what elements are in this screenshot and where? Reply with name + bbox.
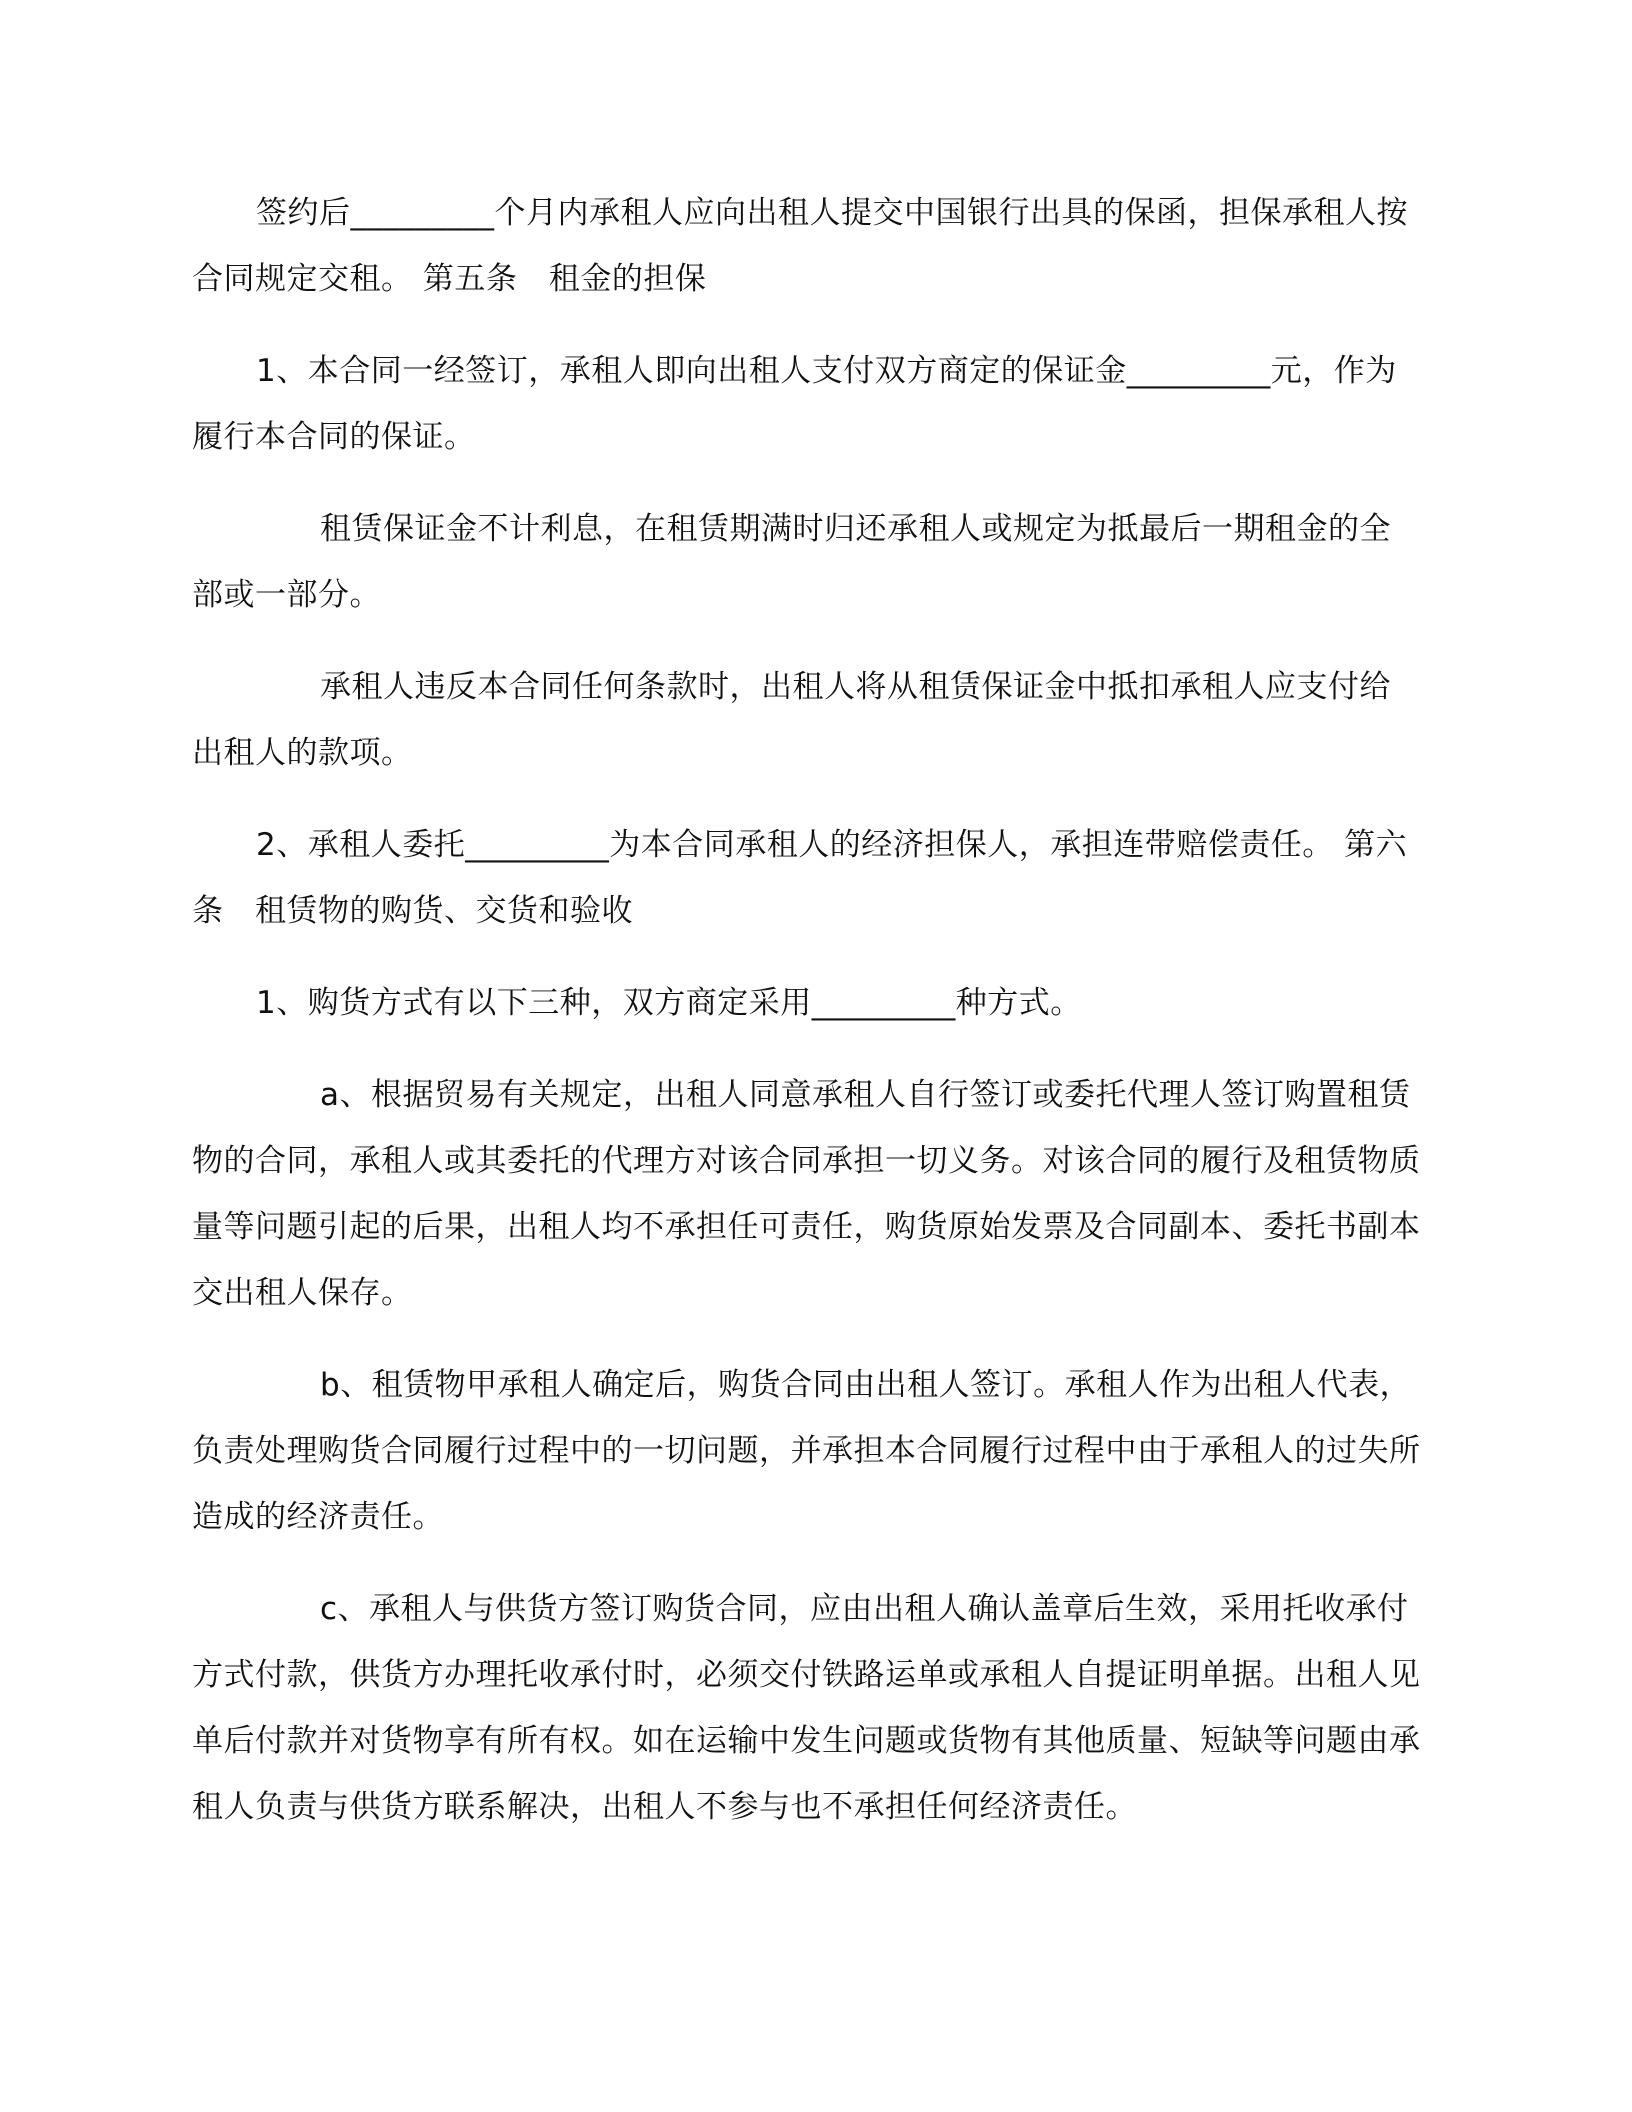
paragraph-deposit-interest: 租赁保证金不计利息，在租赁期满时归还承租人或规定为抵最后一期租金的全部或一部分。 xyxy=(192,511,1391,613)
paragraph-option-b: b、租赁物甲承租人确定后，购货合同由出租人签订。承租人作为出租人代表，负责处理购货合同履行过程中的一切问题，并承担本合同履行过程中由于承租人的过失所造成的经济责任。 xyxy=(192,1367,1421,1535)
paragraph-deposit: 1、本合同一经签订，承租人即向出租人支付双方商定的保证金_________元，作为履行本合同的保证。 xyxy=(192,353,1397,455)
paragraph-economic-guarantor: 2、承租人委托_________为本合同承租人的经济担保人，承担连带赔偿责任。 第六条 租赁物的购货、交货和验收 xyxy=(192,827,1408,929)
paragraph-purchase-method: 1、购货方式有以下三种，双方商定采用_________种方式。 xyxy=(256,985,1082,1021)
paragraph-guarantee-letter: 签约后_________个月内承租人应向出租人提交中国银行出具的保函，担保承租人按合同规定交租。 第五条 租金的担保 xyxy=(192,195,1408,297)
paragraph-option-a: a、根据贸易有关规定，出租人同意承租人自行签订或委托代理人签订购置租赁物的合同，承租人或其委托的代理方对该合同承担一切义务。对该合同的履行及租赁物质量等问题引起的后果，出租人均不承担任可责任，购货原始发票及合同副本、委托书副本交出租人保存。 xyxy=(192,1077,1421,1311)
paragraph-deposit-deduction: 承租人违反本合同任何条款时，出租人将从租赁保证金中抵扣承租人应支付给出租人的款项。 xyxy=(192,669,1391,771)
paragraph-option-c: c、承租人与供货方签订购货合同，应由出租人确认盖章后生效，采用托收承付方式付款，供货方办理托收承付时，必须交付铁路运单或承租人自提证明单据。出租人见单后付款并对货物享有所有权。如在运输中发生问题或货物有其他质量、短缺等问题由承租人负责与供货方联系解决，出租人不参与也不承担任何经济责任。 xyxy=(192,1591,1421,1825)
